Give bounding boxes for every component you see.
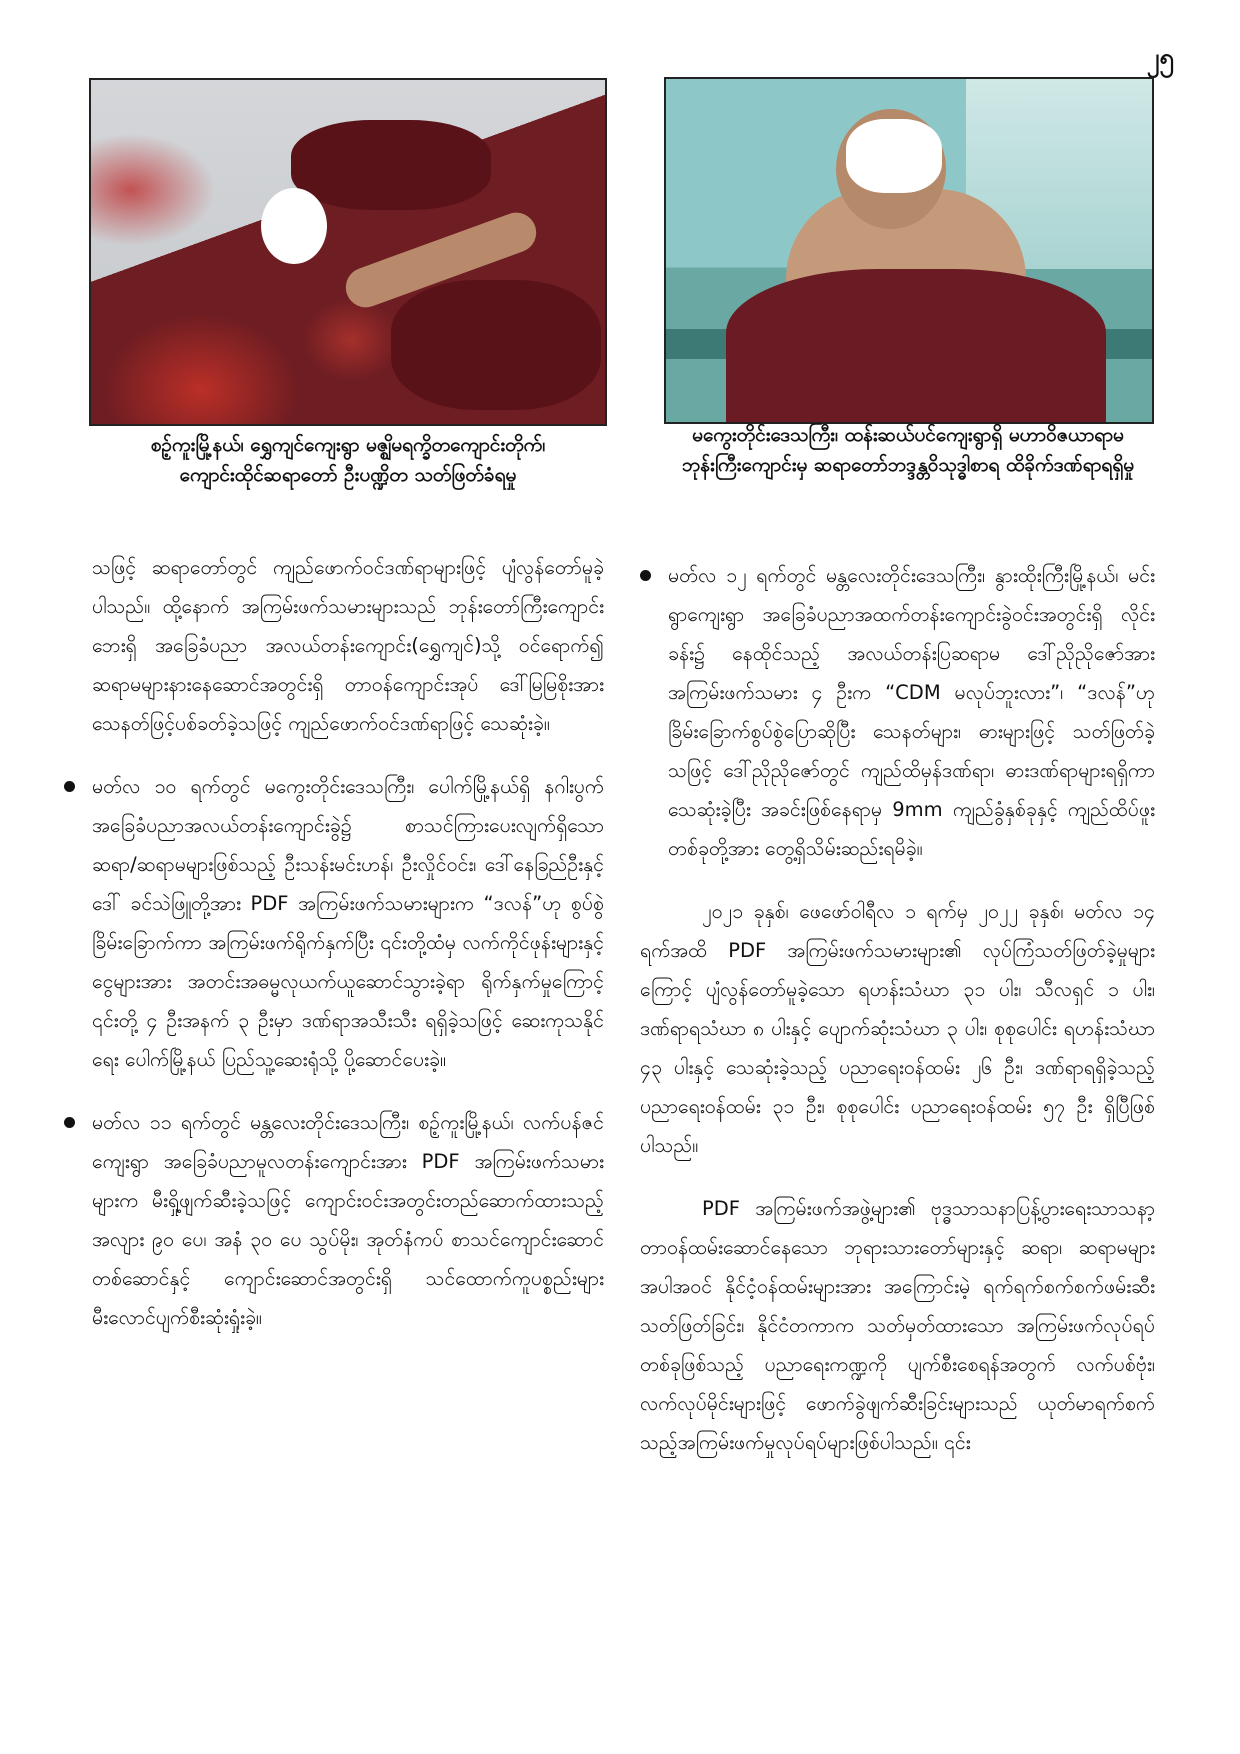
list-item [64, 767, 604, 1079]
bullet-icon [64, 781, 75, 792]
photo-slain-abbot [89, 78, 607, 426]
list-item-text: မတ်လ ၁၂ ရက်တွင် မန္တလေးတိုင်းဒေသကြီး၊ နွားထိုးကြီးမြို့နယ်၊ မင်းရွာကျေးရွာ အခြေခံပညာအထက်တန်းကျောင်းခွဲဝင်းအတွင်းရှိ လိုင်းခန်း၌ နေထိုင်သည့် အလယ်တန်းပြဆရာမ ဒေါ်ညိုညိုဇော်အား အကြမ်းဖက်သမား ၄ ဦးက “CDM မလုပ်ဘူးလား”၊ “ဒလန်”ဟု ခြိမ်းခြောက်စွပ်စွဲပြောဆိုပြီး သေနတ်များ၊ ဓားများဖြင့် သတ်ဖြတ်ခဲ့သဖြင့် ဒေါ်ညိုညိုဇော်တွင် ကျည်ထိမှန်ဒဏ်ရာ၊ ဓားဒဏ်ရာများရရှိကာ သေဆုံးခဲ့ပြီး အခင်းဖြစ်နေရာမှ 9mm ကျည်ခွံနှစ်ခုနှင့် ကျည်ထိပ်ဖူးတစ်ခုတို့အား တွေ့ရှိသိမ်းဆည်းရမိခဲ့။ [668, 564, 1155, 860]
figure-caption-left: စဥ့်ကူးမြို့နယ်၊ ရွှေကျင်ကျေးရွာ မဇ္ဈိမရက္ခိတကျောင်းတိုက်၊ ကျောင်းထိုင်ဆရာတော် ဦးပဏ္ဍိတ သတ်ဖြတ်ခံရမှု [150, 434, 546, 486]
photo-injured-monk [664, 77, 1154, 424]
list-item-text: မတ်လ ၁၀ ရက်တွင် မကွေးတိုင်းဒေသကြီး၊ ပေါက်မြို့နယ်ရှိ နဂါးပွက်အခြေခံပညာအလယ်တန်းကျောင်းခွဲ၌ စာသင်ကြားပေးလျက်ရှိသော ဆရာ/ဆရာမများဖြစ်သည့် ဦးသန်းမင်းဟန်၊ ဦးလှိုင်ဝင်း၊ ဒေါ်နေခြည်ဦးနှင့် ဒေါ် ခင်သဲဖြူတို့အား PDF အကြမ်းဖက်သမားများက “ဒလန်”ဟု စွပ်စွဲခြိမ်းခြောက်ကာ အကြမ်းဖက်ရိုက်နှက်ပြီး ၎င်းတို့ထံမှ လက်ကိုင်ဖုန်းများနှင့် ငွေများအား အတင်းအဓမ္မလုယက်ယူဆောင်သွားခဲ့ရာ ရိုက်နှက်မှုကြောင့် ၎င်းတို့ ၄ ဦးအနက် ၃ ဦးမှာ ဒဏ်ရာအသီးသီး ရရှိခဲ့သဖြင့် ဆေးကုသနိုင်ရေး ပေါက်မြို့နယ် ပြည်သူ့ဆေးရုံသို့ ပို့ဆောင်ပေးခဲ့။ [92, 775, 604, 1071]
bullet-icon [64, 1117, 75, 1128]
list-item [640, 556, 1155, 868]
continuation-paragraph: သဖြင့် ဆရာတော်တွင် ကျည်ဖောက်ဝင်ဒဏ်ရာများဖြင့် ပျံလွန်တော်မူခဲ့ပါသည်။ ထို့နောက် အကြမ်းဖက်သမားများသည် ဘုန်းတော်ကြီးကျောင်းဘေးရှိ အခြေခံပညာ အလယ်တန်းကျောင်း(ရွှေကျင်)သို့ ဝင်ရောက်၍ ဆရာမများနားနေဆောင်အတွင်းရှိ တာဝန်ကျောင်းအုပ် ဒေါ်မြမြစိုးအား သေနတ်ဖြင့်ပစ်ခတ်ခဲ့သဖြင့် ကျည်ဖောက်ဝင်ဒဏ်ရာဖြင့် သေဆုံးခဲ့။ [92, 556, 604, 735]
left-column [92, 548, 604, 1361]
condemnation-paragraph: PDF အကြမ်းဖက်အဖွဲ့များ၏ ဗုဒ္ဓသာသနာပြန့်ပွားရေးသာသနာ့တာဝန်ထမ်းဆောင်နေသော ဘုရားသားတော်များနှင့် ဆရာ၊ ဆရာမများအပါအဝင် နိုင်ငံ့ဝန်ထမ်းများအား အကြောင်းမဲ့ ရက်ရက်စက်စက်ဖမ်းဆီးသတ်ဖြတ်ခြင်း၊ နိုင်ငံတကာက သတ်မှတ်ထားသော အကြမ်းဖက်လုပ်ရပ်တစ်ခုဖြစ်သည့် ပညာရေးကဏ္ဍကို ပျက်စီးစေရန်အတွက် လက်ပစ်ဗုံး၊ လက်လုပ်မိုင်းများဖြင့် ဖောက်ခွဲဖျက်ဆီးခြင်းများသည် ယုတ်မာရက်စက်သည့်အကြမ်းဖက်မှုလုပ်ရပ်များဖြစ်ပါသည်။ ၎င်း [640, 1197, 1155, 1454]
bullet-icon [640, 570, 651, 581]
person-robe [726, 269, 1106, 424]
robe-fold [291, 120, 491, 210]
figure-caption-right: မကွေးတိုင်းဒေသကြီး၊ ထန်းဆယ်ပင်ကျေးရွာရှိ မဟာဝိဇယာရာမဘုန်းကြီးကျောင်းမှ ဆရာတော်ဘဒ္ဒန္တဝိသုဒ္ဓါစာရ ထိခိုက်ဒဏ်ရာရရှိမှု [681, 424, 1135, 476]
robe-fold [391, 280, 601, 410]
page-number: ၂၅ [1146, 43, 1174, 73]
list-item [64, 1103, 604, 1337]
face-blur-mask [261, 188, 327, 264]
face-blur-mask [846, 119, 942, 193]
summary-paragraph: ၂၀၂၁ ခုနှစ်၊ ဖေဖော်ဝါရီလ ၁ ရက်မှ ၂၀၂၂ ခုနှစ်၊ မတ်လ ၁၄ ရက်အထိ PDF အကြမ်းဖက်သမားများ၏ လုပ်ကြံသတ်ဖြတ်ခဲ့မှုများကြောင့် ပျံလွန်တော်မူခဲ့သော ရဟန်းသံဃာ ၃၁ ပါး၊ သီလရှင် ၁ ပါး၊ ဒဏ်ရာရသံဃာ ၈ ပါးနှင့် ပျောက်ဆုံးသံဃာ ၃ ပါး၊ စုစုပေါင်း ရဟန်းသံဃာ ၄၃ ပါးနှင့် သေဆုံးခဲ့သည့် ပညာရေးဝန်ထမ်း ၂၆ ဦး၊ ဒဏ်ရာရရှိခဲ့သည့် ပညာရေးဝန်ထမ်း ၃၁ ဦး၊ စုစုပေါင်း ပညာရေးဝန်ထမ်း ၅၇ ဦး ရှိပြီဖြစ်ပါသည်။ [640, 900, 1155, 1157]
right-column [640, 556, 1155, 1486]
list-item-text: မတ်လ ၁၁ ရက်တွင် မန္တလေးတိုင်းဒေသကြီး၊ စဥ့်ကူးမြို့နယ်၊ လက်ပန်ဇင်ကျေးရွာ အခြေခံပညာမူလတန်းကျောင်းအား PDF အကြမ်းဖက်သမားများက မီးရှို့ဖျက်ဆီးခဲ့သဖြင့် ကျောင်းဝင်းအတွင်းတည်ဆောက်ထားသည့် အလျား ၉၀ ပေ၊ အနံ ၃၀ ပေ သွပ်မိုး၊ အုတ်နံကပ် စာသင်ကျောင်းဆောင်တစ်ဆောင်နှင့် ကျောင်းဆောင်အတွင်းရှိ သင်ထောက်ကူပစ္စည်းများ မီးလောင်ပျက်စီးဆုံးရှုံးခဲ့။ [92, 1111, 604, 1329]
